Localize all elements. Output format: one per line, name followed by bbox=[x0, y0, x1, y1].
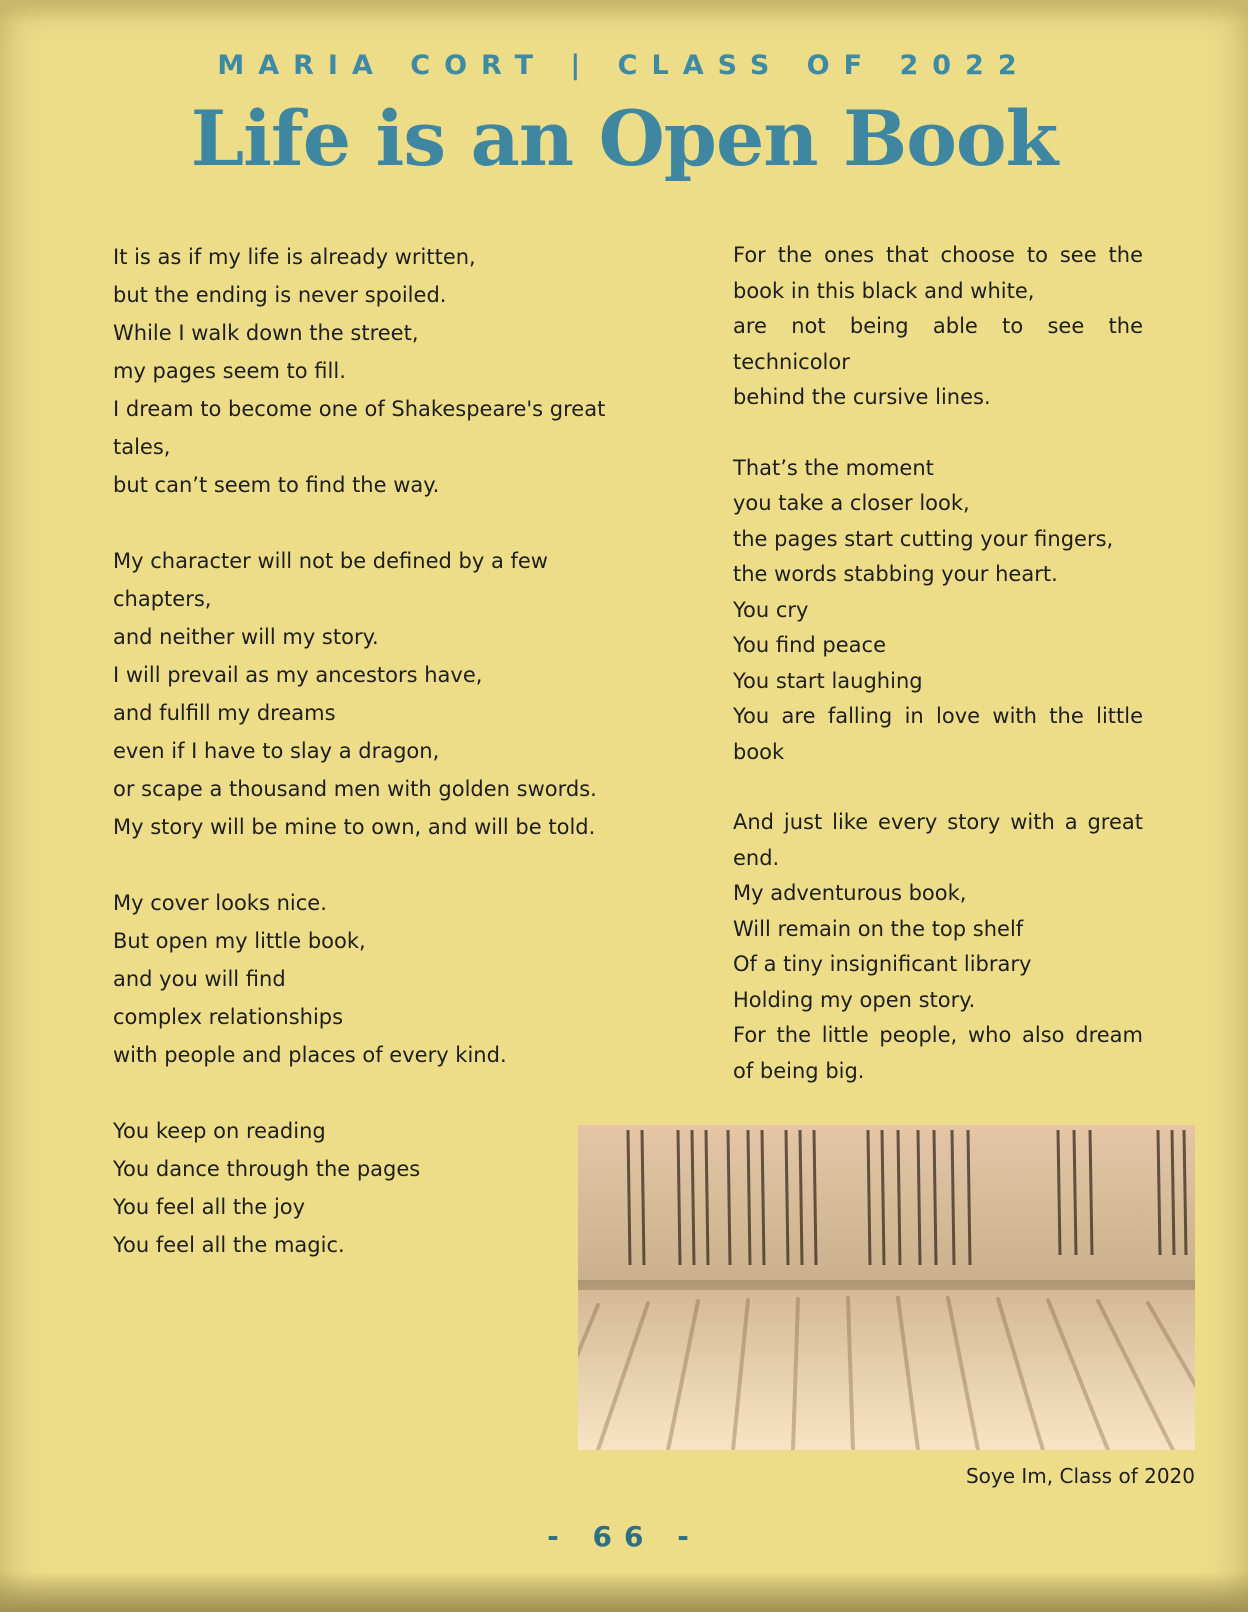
poem-line: my pages seem to fill. bbox=[113, 359, 346, 383]
poem-line: and neither will my story. bbox=[113, 625, 379, 649]
poem-line: but the ending is never spoiled. bbox=[113, 283, 447, 307]
stanza-gap bbox=[113, 846, 633, 884]
poem-line: I will prevail as my ancestors have, bbox=[113, 663, 483, 687]
open-book-photo bbox=[578, 1125, 1195, 1450]
poem-line: While I walk down the street, bbox=[113, 321, 419, 345]
poem-line: are not being able to see the technicolor bbox=[733, 314, 1143, 374]
stanza-gap bbox=[733, 416, 1143, 451]
poem-line: That’s the moment bbox=[733, 455, 934, 480]
stanza-gap bbox=[113, 504, 633, 542]
poem-line: But open my little book, bbox=[113, 929, 366, 953]
poem-line: but can’t seem to find the way. bbox=[113, 473, 440, 497]
poem-line: My adventurous book, bbox=[733, 881, 967, 905]
poem-line: or scape a thousand men with golden swords. bbox=[113, 777, 597, 801]
poem-line: You find peace bbox=[733, 633, 886, 657]
poem-line: and fulfill my dreams bbox=[113, 701, 336, 725]
photo-caption: Soye Im, Class of 2020 bbox=[965, 1464, 1195, 1488]
poem-line: And just like every story with a great end. bbox=[733, 810, 1143, 870]
top-shadow bbox=[0, 0, 1248, 22]
poem-line: You are falling in love with the little book bbox=[733, 704, 1143, 764]
poem-line: You feel all the magic. bbox=[113, 1233, 345, 1257]
poem-line: complex relationships bbox=[113, 1005, 344, 1029]
poem-line: and you will find bbox=[113, 967, 286, 991]
poem-line: Holding my open story. bbox=[733, 987, 976, 1012]
poem-title: Life is an Open Book bbox=[190, 94, 1058, 183]
page-number: - 66 - bbox=[547, 1520, 701, 1553]
poem-line: For the little people, who also dream of being big. bbox=[733, 1023, 1143, 1083]
stanza-gap bbox=[733, 770, 1143, 805]
poem-line: You start laughing bbox=[733, 668, 923, 693]
poem-left-column bbox=[113, 238, 633, 1264]
poem-line: Of a tiny insignificant library bbox=[733, 952, 1032, 976]
poem-line: My story will be mine to own, and will be told. bbox=[113, 815, 596, 839]
poem-line: You feel all the joy bbox=[113, 1195, 306, 1219]
bottom-shadow bbox=[0, 1572, 1248, 1612]
poem-line: the words stabbing your heart. bbox=[733, 562, 1058, 586]
poem-line: you take a closer look, bbox=[733, 491, 970, 515]
poem-line: You cry bbox=[733, 597, 809, 622]
poem-line: behind the cursive lines. bbox=[733, 385, 991, 409]
poem-line: tales, bbox=[113, 435, 171, 459]
poem-line: You dance through the pages bbox=[113, 1157, 421, 1181]
open-book-image bbox=[578, 1125, 1195, 1450]
poem-line: Will remain on the top shelf bbox=[733, 916, 1024, 941]
poem-line: For the ones that choose to see the book in this black and white, bbox=[733, 243, 1143, 303]
poem-line: You keep on reading bbox=[113, 1119, 326, 1143]
poem-line: the pages start cutting your fingers, bbox=[733, 526, 1114, 551]
poem-line: chapters, bbox=[113, 587, 212, 611]
author-kicker: MARIA CORT | CLASS OF 2022 bbox=[217, 50, 1031, 81]
poem-line: with people and places of every kind. bbox=[113, 1043, 507, 1067]
poem-line: even if I have to slay a dragon, bbox=[113, 739, 440, 763]
poem-line: My character will not be defined by a few bbox=[113, 549, 548, 573]
poem-line: My cover looks nice. bbox=[113, 891, 327, 915]
poem-line: It is as if my life is already written, bbox=[113, 245, 476, 269]
stanza-gap bbox=[113, 1074, 633, 1112]
poem-right-column bbox=[733, 238, 1143, 1089]
poem-line: I dream to become one of Shakespeare's great bbox=[113, 397, 606, 421]
